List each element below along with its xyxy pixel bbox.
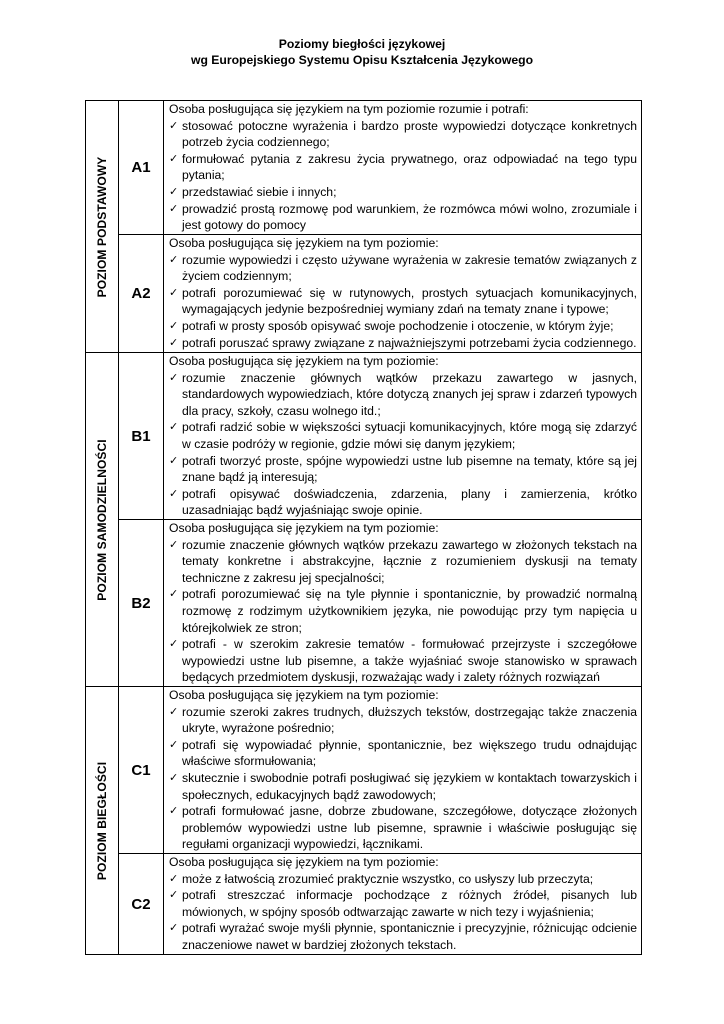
checkmark-icon: ✓ [169,705,179,718]
skill-list [169,537,637,686]
level-code-b2: B2 [119,520,164,687]
level-intro: Osoba posługująca się językiem na tym poziomie rozumie i potrafi: [169,102,529,116]
checkmark-icon: ✓ [169,872,179,885]
skill-item: ✓ rozumie szeroki zakres trudnych, dłuższych tekstów, dostrzegając także znaczenia ukryte, wyrażone pośrednio; [169,704,637,736]
group-label-cell-proficient [86,687,119,955]
skill-item: ✓ skutecznie i swobodnie potrafi posługiwać się językiem w kontaktach towarzyskich i społecznych, edukacyjnych bądź zawodowych; [169,770,637,802]
skill-item: ✓ przedstawiać siebie i innych; [169,184,337,199]
checkmark-icon: ✓ [169,185,179,198]
skill-item: ✓ potrafi opisywać doświadczenia, zdarzenia, plany i zamierzenia, krótko uzasadniając bądź wyjaśniając swoje opinie. [169,486,637,518]
checkmark-icon: ✓ [169,454,179,467]
level-row-a2 [86,235,642,353]
checkmark-icon: ✓ [169,588,179,601]
level-row-a1 [86,101,642,235]
level-description-a1 [164,101,642,235]
level-code-c1: C1 [119,687,164,854]
skill-item: ✓ potrafi poruszać sprawy związane z najważniejszymi potrzebami życia codziennego. [169,335,637,350]
group-label-cell-basic [86,101,119,353]
skill-item: ✓ rozumie znaczenie głównych wątków przekazu zawartego w złożonych tekstach na tematy konkretne i abstrakcyjne, łącznie z rozumieniem dyskusji na tematy techniczne z zakresu jej specjalności; [169,537,637,585]
skill-item: ✓ potrafi się wypowiadać płynnie, spontanicznie, bez większego trudu odnajdując właściwe sformułowania; [169,737,637,769]
skill-item: ✓ potrafi streszczać informacje pochodzące z różnych źródeł, pisanych lub mówionych, w spójny sposób odtwarzając zawarte w nich tezy i wyjaśnienia; [169,888,637,919]
level-row-c2 [86,854,642,955]
checkmark-icon: ✓ [169,805,179,818]
skill-item: ✓ prowadzić prostą rozmowę pod warunkiem, że rozmówca mówi wolno, zrozumiale i jest gotowy do pomocy [169,201,637,233]
level-description-b1 [164,353,642,520]
skill-item: ✓ potrafi radzić sobie w większości sytuacji komunikacyjnych, które mogą się zdarzyć w czasie podróży w regionie, gdzie mówi się danym językiem; [169,420,637,451]
checkmark-icon: ✓ [169,119,179,132]
level-description-c2 [164,854,642,955]
skill-item: ✓ może z łatwością zrozumieć praktycznie wszystko, co usłyszy lub przeczyta; [169,871,594,886]
level-row-b2 [86,520,642,687]
group-label-cell-independent [86,353,119,687]
skill-item: ✓ potrafi porozumiewać się na tyle płynnie i spontanicznie, by prowadzić normalną rozmowę z rodzimym użytkownikiem języka, nie powodując przy tym napięcia u którejkolwiek ze stron; [169,587,637,635]
level-intro: Osoba posługująca się językiem na tym poziomie: [169,521,439,535]
checkmark-icon: ✓ [169,487,179,500]
skill-list [169,370,637,519]
checkmark-icon: ✓ [169,202,179,215]
skill-item: ✓ formułować pytania z zakresu życia prywatnego, oraz odpowiadać na tego typu pytania; [169,151,637,183]
checkmark-icon: ✓ [169,738,179,751]
checkmark-icon: ✓ [169,253,179,266]
level-code-c2: C2 [119,854,164,955]
level-row-c1 [86,687,642,854]
group-label-independent: POZIOM SAMODZIELNOŚCI [95,438,109,601]
level-intro: Osoba posługująca się językiem na tym poziomie: [169,354,439,368]
title-line-2: wg Europejskiego Systemu Opisu Kształcenia Językowego [190,53,534,67]
checkmark-icon: ✓ [169,638,179,651]
checkmark-icon: ✓ [169,319,179,332]
level-intro: Osoba posługująca się językiem na tym poziomie: [169,688,439,702]
checkmark-icon: ✓ [169,336,179,349]
checkmark-icon: ✓ [169,771,179,784]
checkmark-icon: ✓ [169,286,179,299]
level-intro: Osoba posługująca się językiem na tym poziomie: [169,855,439,869]
document-title [0,36,724,68]
skill-item: ✓ potrafi wyrażać swoje myśli płynnie, spontanicznie i precyzyjnie, różnicując odcienie znaczeniowe nawet w bardziej złożonych tekstach. [169,921,637,952]
level-description-a2 [164,235,642,353]
skill-item: ✓ potrafi porozumiewać się w rutynowych, prostych sytuacjach komunikacyjnych, wymagających jedynie bezpośredniej wymiany zdań na tematy znane i typowe; [169,285,637,317]
level-code-a1: A1 [119,101,164,235]
checkmark-icon: ✓ [169,371,179,384]
level-intro: Osoba posługująca się językiem na tym poziomie: [169,236,439,250]
skill-item: ✓ rozumie wypowiedzi i często używane wyrażenia w zakresie tematów związanych z życiem codziennym; [169,252,637,284]
level-code-b1: B1 [119,353,164,520]
skill-item: ✓ potrafi formułować jasne, dobrze zbudowane, szczegółowe, dotyczące złożonych problemów wypowiedzi ustne lub pisemne, sprawnie i właściwie posługując się regułami organizacji wypowiedzi, łącznikami. [169,804,637,852]
skill-list [169,118,637,234]
level-description-c1 [164,687,642,854]
skill-item: ✓ potrafi tworzyć proste, spójne wypowiedzi ustne lub pisemne na tematy, które są jej znane bądź ją interesują; [169,453,637,485]
checkmark-icon: ✓ [169,538,179,551]
checkmark-icon: ✓ [169,922,179,935]
skill-list [169,252,637,352]
skill-item: ✓ potrafi w prosty sposób opisywać swoje pochodzenie i otoczenie, w którym żyje; [169,318,614,333]
group-label-proficient: POZIOM BIEGŁOŚCI [95,761,109,880]
title-line-1: Poziomy biegłości językowej [278,37,446,51]
skill-item: ✓ potrafi - w szerokim zakresie tematów - formułować przejrzyste i szczegółowe wypowiedzi ustne lub pisemne, a także wyjaśniać swoje stanowisko w sprawach będących przedmiotem dyskusji, rozważając wady i zalety różnych rozwiązań [169,637,637,685]
group-label-basic: POZIOM PODSTAWOWY [95,156,109,297]
language-levels-table [85,100,642,955]
skill-item: ✓ stosować potoczne wyrażenia i bardzo proste wypowiedzi dotyczące konkretnych potrzeb życia codziennego; [169,118,637,150]
skill-item: ✓ rozumie znaczenie głównych wątków przekazu zawartego w jasnych, standardowych wypowiedziach, które dotyczą znanych jej spraw i zdarzeń typowych dla pracy, szkoły, czasu wolnego itd.; [169,370,637,418]
skill-list [169,704,637,853]
level-code-a2: A2 [119,235,164,353]
level-description-b2 [164,520,642,687]
checkmark-icon: ✓ [169,421,179,434]
level-row-b1 [86,353,642,520]
skill-list [169,871,637,954]
checkmark-icon: ✓ [169,152,179,165]
checkmark-icon: ✓ [169,889,179,902]
